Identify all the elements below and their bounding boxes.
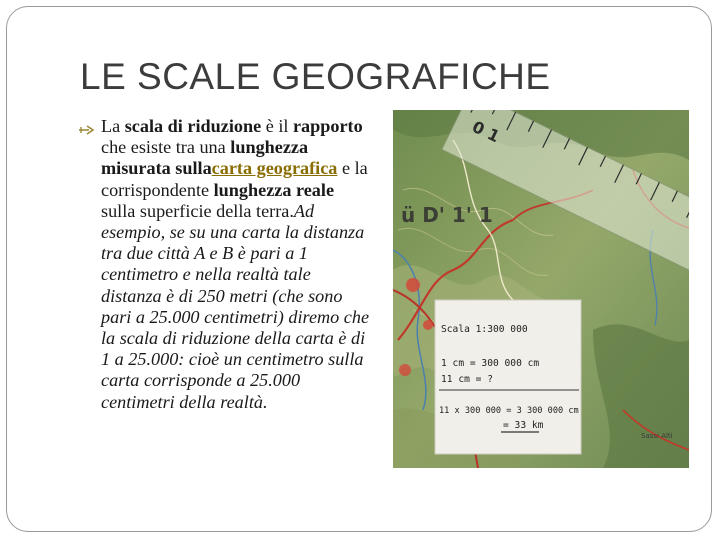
link-carta-geografica[interactable]: carta geografica <box>211 158 338 179</box>
term-lunghezza-reale: lunghezza reale <box>213 179 335 200</box>
place-label: Sassi Alti <box>641 432 673 440</box>
scale-label: Scala 1:300 000 <box>441 324 528 335</box>
ruler-numbers: 0 1 <box>469 116 503 147</box>
map-scale-image <box>393 110 689 468</box>
scale-line-4: = 33 km <box>503 420 544 431</box>
scale-line-3: 11 x 300 000 = 3 300 000 cm <box>439 406 579 416</box>
scale-line-2: 11 cm = ? <box>441 374 493 385</box>
term-lunghezza-misurata: lunghezza misurata <box>101 137 309 179</box>
term-rapporto: rapporto <box>292 116 363 136</box>
text-run: che esiste tra una <box>101 137 231 158</box>
text-run-bold: sulla <box>170 158 212 179</box>
text-run: è il <box>261 116 293 136</box>
bullet-arrow-icon <box>78 124 96 136</box>
example-text: Ad esempio, se su una carta la distanza tra due città A e B è pari a 1 centimetro e nella realtà tale distanza è di 250 metri (che sono pari a 25.000 centimetri) diremo che la scala di riduzione della carta è di 1 a 25.000: cioè un centimetro sulla carta corrisponde a 25.000 centimetri della realtà. <box>101 200 370 412</box>
text-run: sulla superficie della terra. <box>101 200 294 221</box>
text-run: La <box>101 116 125 136</box>
body-paragraph <box>101 116 371 413</box>
ruler-marks: ü D' 1' 1 <box>401 203 493 227</box>
text-run: e la corrispondente <box>101 158 368 200</box>
term-scala-di-riduzione: scala di riduzione <box>124 116 262 136</box>
scale-line-1: 1 cm = 300 000 cm <box>441 358 540 369</box>
slide-title: LE SCALE GEOGRAFICHE <box>80 56 551 97</box>
